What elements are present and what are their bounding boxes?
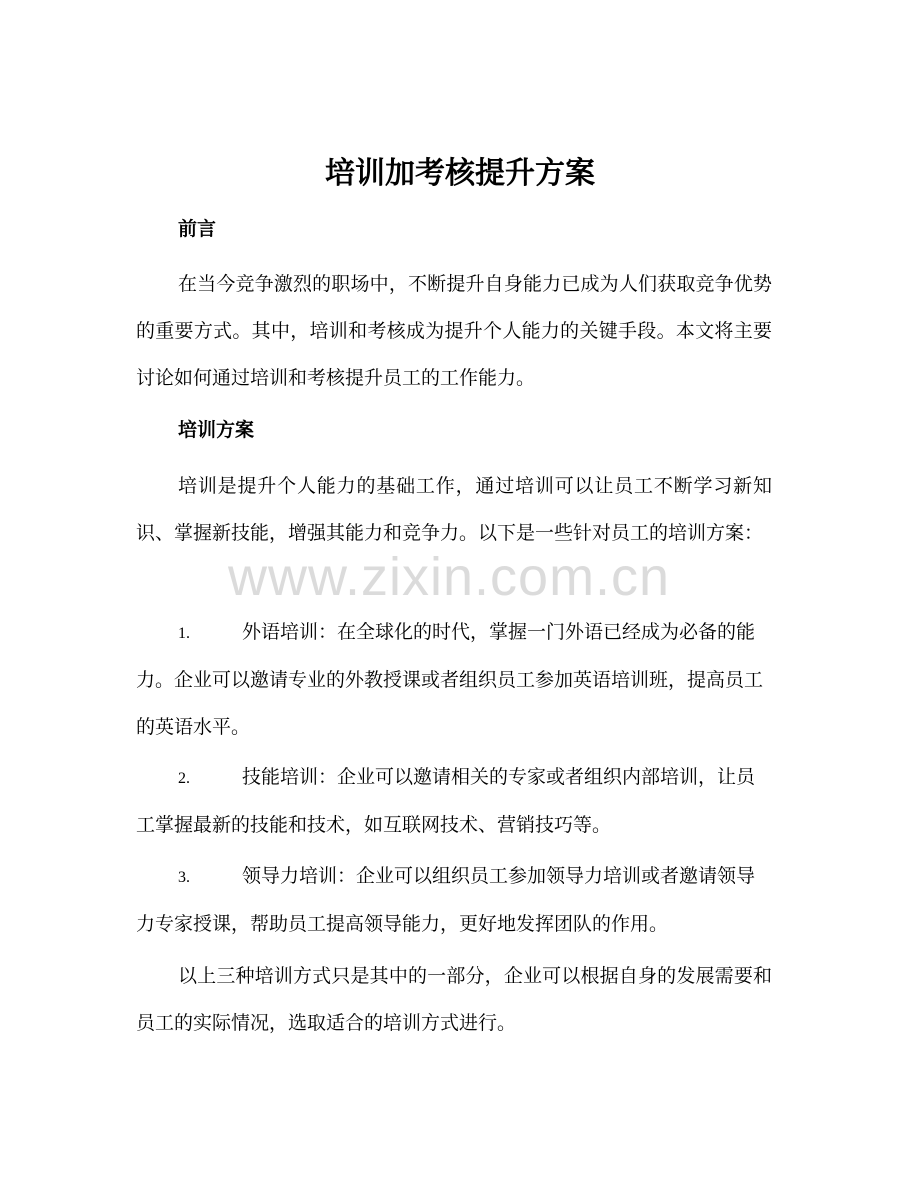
list-number: 2. (178, 770, 190, 787)
training-intro-paragraph: 培训是提升个人能力的基础工作，通过培训可以让员工不断学习新知识、掌握新技能，增强其能力和竞争力。以下是一些针对员工的培训方案： (136, 475, 772, 544)
section-heading-preface: 前言 (178, 218, 217, 240)
training-list-item-3 (136, 853, 772, 948)
section-heading-training: 培训方案 (178, 419, 255, 441)
list-item-text: 外语培训：在全球化的时代，掌握一门外语已经成为必备的能力。企业可以邀请专业的外教授课或者组织员工参加英语培训班，提高员工的英语水平。 (136, 621, 764, 738)
list-number: 1. (178, 625, 190, 642)
preface-paragraph: 在当今竞争激烈的职场中，不断提升自身能力已成为人们获取竞争优势的重要方式。其中，培训和考核成为提升个人能力的关键手段。本文将主要讨论如何通过培训和考核提升员工的工作能力。 (136, 273, 772, 389)
list-item-text: 领导力培训：企业可以组织员工参加领导力培训或者邀请领导力专家授课，帮助员工提高领导能力，更好地发挥团队的作用。 (136, 865, 756, 935)
watermark: www.zixin.com.cn (228, 547, 671, 607)
list-number: 3. (178, 869, 190, 886)
list-item-text: 技能培训：企业可以邀请相关的专家或者组织内部培训，让员工掌握最新的技能和技术，如互联网技术、营销技巧等。 (136, 766, 756, 836)
training-list-item-1 (136, 609, 772, 751)
training-list-item-2 (136, 754, 772, 849)
training-conclusion-paragraph: 以上三种培训方式只是其中的一部分，企业可以根据自身的发展需要和员工的实际情况，选取适合的培训方式进行。 (136, 965, 772, 1034)
document-title: 培训加考核提升方案 (325, 156, 595, 191)
